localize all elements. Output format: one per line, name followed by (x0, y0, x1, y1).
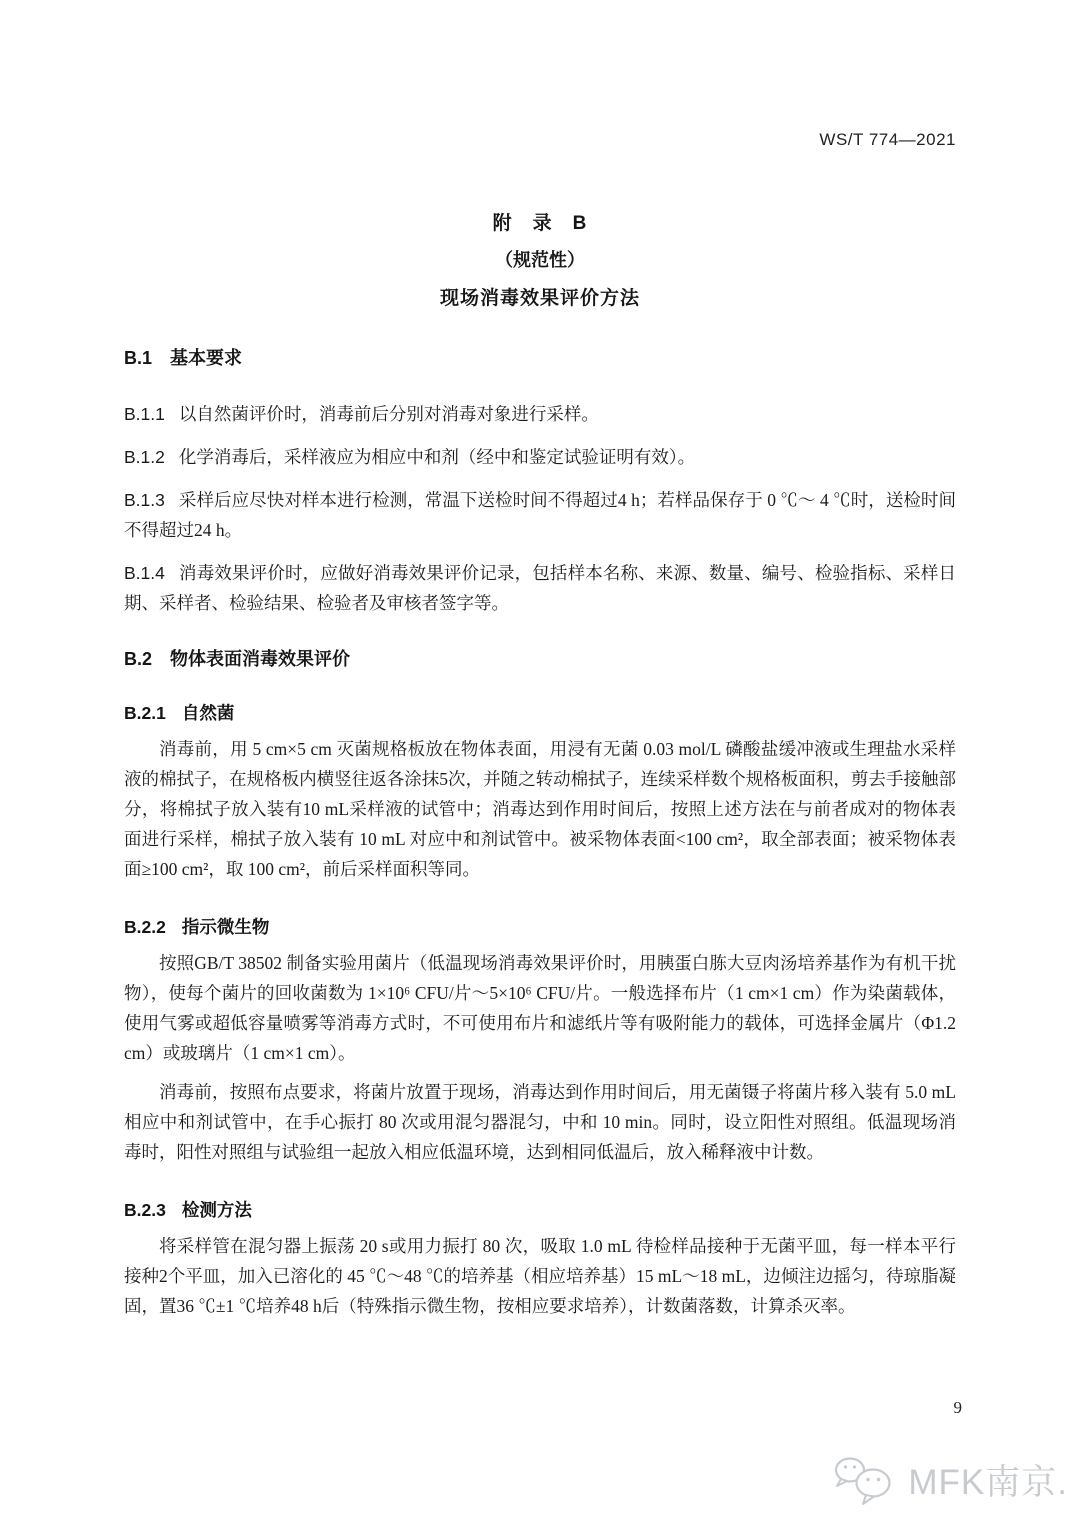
subsection-number: B.2.1 (124, 703, 166, 723)
clause-b1-4 (124, 558, 956, 618)
subsection-heading-b2-3 (124, 1197, 956, 1222)
section-number: B.1 (124, 348, 153, 368)
paragraph-b2-3: 将采样管在混匀器上振荡 20 s或用力振打 80 次，吸取 1.0 mL 待检样品接种于无菌平皿，每一样本平行接种2个平皿，加入已溶化的 45 ℃～48 ℃的培养基（相应培养基）15 mL～18 mL，边倾注边摇匀，待琼脂凝固，置36 ℃±1 ℃培养48 h后（特殊指示微生物，按相应要求培养），计数菌落数，计算杀灭率。 (124, 1236, 956, 1316)
clause-text: 化学消毒后，采样液应为相应中和剂（经中和鉴定试验证明有效）。 (178, 447, 696, 467)
clause-text: 采样后应尽快对样本进行检测，常温下送检时间不得超过4 h；若样品保存于 0 ℃～ 4 ℃时，送检时间不得超过24 h。 (124, 490, 956, 540)
paragraph-b2-1: 消毒前，用 5 cm×5 cm 灭菌规格板放在物体表面，用浸有无菌 0.03 mol/L 磷酸盐缓冲液或生理盐水采样液的棉拭子，在规格板内横竖往返各涂抹5次，并随之转动棉拭子，连续采样数个规格板面积，剪去手接触部分，将棉拭子放入装有10 mL采样液的试管中；消毒达到作用时间后，按照上述方法在与前者成对的物体表面进行采样，棉拭子放入装有 10 mL 对应中和剂试管中。被采物体表面<100 cm²，取全部表面；被采物体表面≥100 cm²，取 100 cm²，前后采样面积等同。 (124, 739, 956, 879)
clause-number: B.1.1 (124, 404, 165, 424)
clause-text: 以自然菌评价时，消毒前后分别对消毒对象进行采样。 (178, 404, 599, 424)
appendix-label: 附 录 B (492, 213, 588, 234)
wechat-bubbles-icon (830, 1452, 902, 1508)
standard-code: WS/T 774—2021 (819, 130, 956, 149)
subsection-number: B.2.2 (124, 917, 166, 937)
section-title: 物体表面消毒效果评价 (170, 649, 351, 669)
paragraph-b2-2-2: 消毒前，按照布点要求，将菌片放置于现场，消毒达到作用时间后，用无菌镊子将菌片移入装有 5.0 mL 相应中和剂试管中，在手心振打 80 次或用混匀器混匀，中和 10 min。同时，设立阳性对照组。低温现场消毒时，阳性对照组与试验组一起放入相应低温环境，达到相同低温后，放入稀释液中计数。 (124, 1082, 956, 1162)
page-number: 9 (953, 1398, 962, 1417)
section-title: 基本要求 (170, 348, 243, 368)
clause-text: 消毒效果评价时，应做好消毒效果评价记录，包括样本名称、来源、数量、编号、检验指标、采样日期、采样者、检验结果、检验者及审核者签字等。 (124, 563, 956, 613)
clause-b1-1 (124, 399, 956, 429)
clause-number: B.1.2 (124, 447, 165, 467)
subsection-title: 检测方法 (181, 1200, 252, 1220)
clause-b1-2 (124, 442, 956, 472)
section-number: B.2 (124, 649, 153, 669)
appendix-title-block (124, 208, 956, 310)
section-heading-b2 (124, 645, 956, 671)
appendix-name: 现场消毒效果评价方法 (439, 288, 640, 309)
normative-label: （规范性） (495, 250, 585, 270)
subsection-title: 指示微生物 (181, 917, 270, 937)
subsection-heading-b2-1 (124, 700, 956, 725)
clause-b1-3 (124, 485, 956, 545)
subsection-number: B.2.3 (124, 1200, 166, 1220)
subsection-title: 自然菌 (181, 703, 235, 723)
clause-number: B.1.3 (124, 490, 165, 510)
watermark-text: MFK南京. (908, 1463, 1068, 1502)
clause-number: B.1.4 (124, 563, 165, 583)
paragraph-b2-2-1: 按照GB/T 38502 制备实验用菌片（低温现场消毒效果评价时，用胰蛋白胨大豆肉汤培养基作为有机干扰物），使每个菌片的回收菌数为 1×10⁶ CFU/片～5×10⁶ CFU/片。一般选择布片（1 cm×1 cm）作为染菌载体，使用气雾或超低容量喷雾等消毒方式时，不可使用布片和滤纸片等有吸附能力的载体，可选择金属片（Φ1.2 cm）或玻璃片（1 cm×1 cm）。 (124, 953, 956, 1063)
subsection-heading-b2-2 (124, 914, 956, 939)
watermark (830, 1452, 1068, 1508)
section-heading-b1 (124, 344, 956, 370)
